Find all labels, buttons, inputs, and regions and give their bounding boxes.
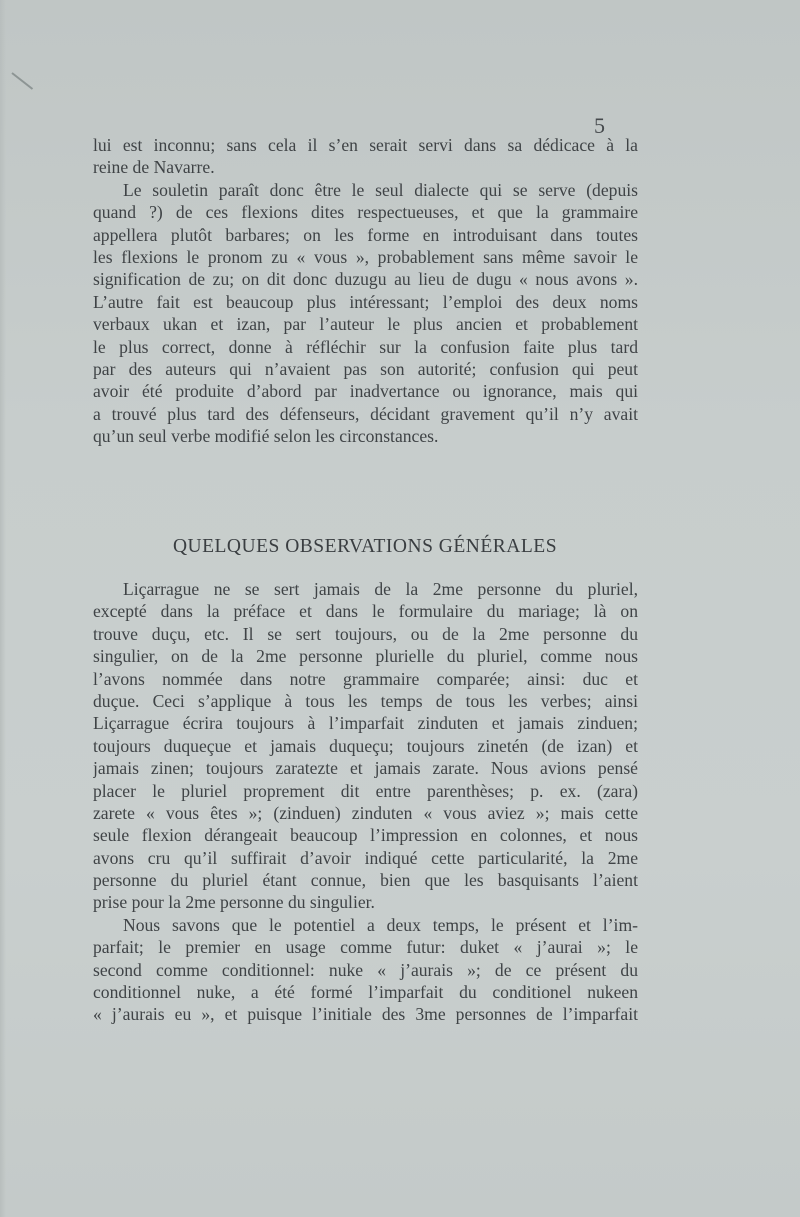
text-line: second comme conditionnel: nuke « j’aurais »; de ce présent du (93, 959, 638, 980)
text-line: Le souletin paraît donc être le seul dialecte qui se serve (depuis (123, 179, 638, 200)
text-line: jamais zinen; toujours zaratezte et jamais zarate. Nous avions pensé (93, 758, 638, 779)
text-line: excepté dans la préface et dans le formulaire du mariage; là on (93, 601, 638, 622)
text-line: parfait; le premier en usage comme futur: duket « j’aurai »; le (93, 937, 638, 958)
page-number: 5 (594, 113, 605, 138)
text-line: toujours duqueçue et jamais duqueçu; toujours zinetén (de izan) et (93, 735, 638, 756)
text-line: avoir été produite d’abord par inadvertance ou ignorance, mais qui (93, 381, 638, 402)
text-line: conditionnel nuke, a été formé l’imparfait du conditionel nukeen (93, 982, 638, 1003)
text-line: l’avons nommée dans notre grammaire comparée; ainsi: duc et (93, 668, 638, 689)
section-heading (0, 536, 730, 558)
text-line: placer le pluriel proprement dit entre parenthèses; p. ex. (zara) (93, 780, 638, 801)
section-heading-text: QUELQUES OBSERVATIONS GÉNÉRALES (172, 536, 558, 557)
text-line: avons cru qu’il suffirait d’avoir indiqué cette particularité, la 2me (93, 847, 638, 868)
text-line: duçue. Ceci s’applique à tous les temps de tous les verbes; ainsi (93, 690, 638, 711)
text-block-bottom (93, 578, 638, 1026)
page-edge-shadow (0, 0, 6, 1217)
text-line: les flexions le pronom zu « vous », probablement sans même savoir le (93, 246, 638, 267)
text-line: lui est inconnu; sans cela il s’en serait servi dans sa dédicace à la (93, 135, 638, 155)
text-line: zarete « vous êtes »; (zinduen) zinduten « vous aviez »; mais cette (93, 802, 638, 823)
text-line: prise pour la 2me personne du singulier. (93, 892, 375, 913)
text-block-top (93, 134, 638, 447)
text-line: seule flexion dérangeait beaucoup l’impression en colonnes, et nous (93, 825, 638, 846)
text-line: Nous savons que le potentiel a deux temps, le présent et l’im- (123, 914, 638, 935)
text-line: « j’aurais eu », et puisque l’initiale des 3me personnes de l’imparfait (93, 1004, 638, 1025)
text-line: trouve duçu, etc. Il se sert toujours, ou de la 2me personne du (93, 623, 638, 644)
text-line: Liçarrague ne se sert jamais de la 2me personne du pluriel, (123, 579, 638, 599)
text-line: signification de zu; on dit donc duzugu au lieu de dugu « nous avons ». (93, 269, 638, 290)
text-line: le plus correct, donne à réfléchir sur la confusion faite plus tard (93, 336, 638, 357)
text-line: singulier, on de la 2me personne plurielle du pluriel, comme nous (93, 646, 638, 667)
text-line: appellera plutôt barbares; on les forme en introduisant dans toutes (93, 224, 638, 245)
text-line: par des auteurs qui n’avaient pas son autorité; confusion qui peut (93, 358, 638, 379)
text-line: qu’un seul verbe modifié selon les circonstances. (93, 426, 439, 447)
corner-crease-mark (11, 72, 33, 90)
text-line: quand ?) de ces flexions dites respectueuses, et que la grammaire (93, 202, 638, 223)
text-line: L’autre fait est beaucoup plus intéressant; l’emploi des deux noms (93, 291, 638, 312)
text-line: verbaux ukan et izan, par l’auteur le plus ancien et probablement (93, 314, 638, 335)
text-line: Liçarrague écrira toujours à l’imparfait zinduten et jamais zinduen; (93, 713, 638, 734)
text-line: personne du pluriel étant connue, bien que les basquisants l’aient (93, 870, 638, 891)
text-line: a trouvé plus tard des défenseurs, décidant gravement qu’il n’y avait (93, 403, 638, 424)
text-line: reine de Navarre. (93, 157, 215, 178)
